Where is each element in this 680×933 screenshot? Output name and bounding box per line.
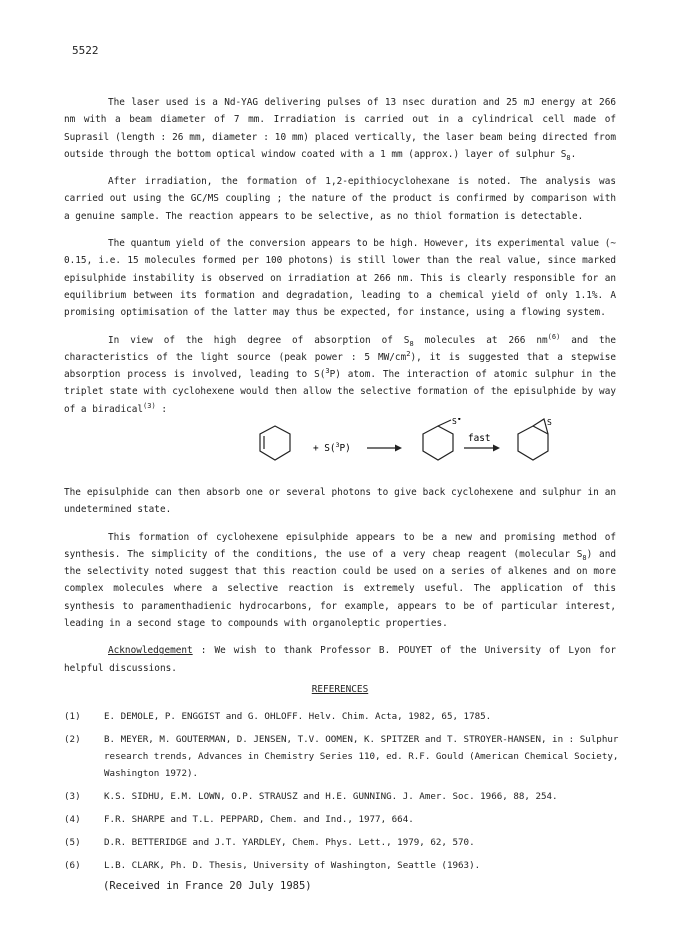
episulphide-sulphur-label: S bbox=[547, 418, 552, 427]
arrow-label-fast: fast bbox=[468, 433, 491, 444]
references-list bbox=[64, 708, 624, 880]
acknowledgement: Acknowledgement : We wish to thank Professor B. POUYET of the University of Lyon for helpful discussions. bbox=[64, 645, 616, 674]
reference-item: (3) K.S. SIDHU, E.M. LOWN, O.P. STRAUSZ and H.E. GUNNING. J. Amer. Soc. 1966, 88, 254. bbox=[64, 791, 558, 802]
episulphide-structure bbox=[518, 419, 548, 460]
references-heading: REFERENCES bbox=[311, 684, 369, 695]
reference-item: (2) B. MEYER, M. GOUTERMAN, D. JENSEN, T.V. OOMEN, K. SPITZER and T. STROYER-HANSEN, in : Sulphur research trends, Advances in Chemistry Series 110, ed. R.F. Gould (American Chemical Society, Washington 1972). bbox=[64, 734, 619, 779]
reaction-scheme bbox=[255, 418, 585, 470]
reference-item: (1) E. DEMOLE, P. ENGGIST and G. OHLOFF. Helv. Chim. Acta, 1982, 65, 1785. bbox=[64, 711, 492, 722]
paragraph-episulphide: The episulphide can then absorb one or several photons to give back cyclohexene and sulphur in an undetermined state. bbox=[64, 487, 616, 516]
reference-item: (4) F.R. SHARPE and T.L. PEPPARD, Chem. and Ind., 1977, 664. bbox=[64, 814, 414, 825]
biradical-structure bbox=[423, 420, 453, 460]
received-date: (Received in France 20 July 1985) bbox=[103, 880, 312, 892]
body-text-continued bbox=[64, 484, 616, 677]
reagent-sulphur-atom: + S($^3$P) bbox=[313, 441, 351, 454]
arrow-1 bbox=[367, 445, 402, 452]
cyclohexene-structure bbox=[260, 426, 290, 460]
reference-item: (5) D.R. BETTERIDGE and J.T. YARDLEY, Chem. Phys. Lett., 1979, 62, 570. bbox=[64, 837, 475, 848]
paragraph-absorption: In view of the high degree of absorption of $S_8$ molecules at 266 $nm^{(6)}$ and the characteristics of the light source (peak power : 5 $MW/cm^2$), it is suggested that a stepwise absorption process is involved, leading to S($^3$P) atom. The interaction of atomic sulphur in the triplet state with cyclohexene would then allow the selective formation of the episulphide by way of a biradical$^{(3)}$ : bbox=[64, 332, 616, 415]
paragraph-synthesis: This formation of cyclohexene episulphide appears to be a new and promising method of synthesis. The simplicity of the conditions, the use of a very cheap reagent (molecular $S_8$) and the selectivity noted suggest that this reaction could be used on a series of alkenes and on more complex molecules where a selective reaction is extremely useful. The application of this synthesis to paramenthadienic hydrocarbons, for example, appears to be of particular interest, leading in a second stage to compounds with organoleptic properties. bbox=[64, 531, 616, 630]
arrow-2 bbox=[464, 445, 500, 452]
paragraph-laser: The laser used is a Nd-YAG delivering pulses of 13 nsec duration and 25 mJ energy at 266 nm with a beam diameter of 7 mm. Irradiation is carried out in a cylindrical cell made of Suprasil (length : 26 mm, diameter : 10 mm) placed vertically, the laser beam being directed from outside through the bottom optical window coated with a 1 mm (approx.) layer of sulphur $S_8$. bbox=[64, 97, 616, 162]
paragraph-irradiation: After irradiation, the formation of 1,2-epithiocyclohexane is noted. The analysis was carried out using the GC/MS coupling ; the nature of the product is confirmed by comparison with a genuine sample. The reaction appears to be selective, as no thiol formation is detectable. bbox=[64, 176, 616, 222]
body-text bbox=[64, 94, 616, 418]
paragraph-quantum-yield: The quantum yield of the conversion appears to be high. However, its experimental value (~ 0.15, i.e. 15 molecules formed per 100 photons) is still lower than the real value, since marked episulphide instability is observed on irradiation at 266 nm. This is clearly responsible for an equilibrium between its formation and degradation, leading to a chemical yield of only 1.1%. A promising optimisation of the latter may thus be expected, for instance, using a flowing system. bbox=[64, 238, 616, 319]
reference-item: (6) L.B. CLARK, Ph. D. Thesis, University of Washington, Seattle (1963). bbox=[64, 860, 481, 871]
page-number: 5522 bbox=[72, 44, 99, 57]
biradical-sulphur-label: S• bbox=[452, 418, 462, 426]
